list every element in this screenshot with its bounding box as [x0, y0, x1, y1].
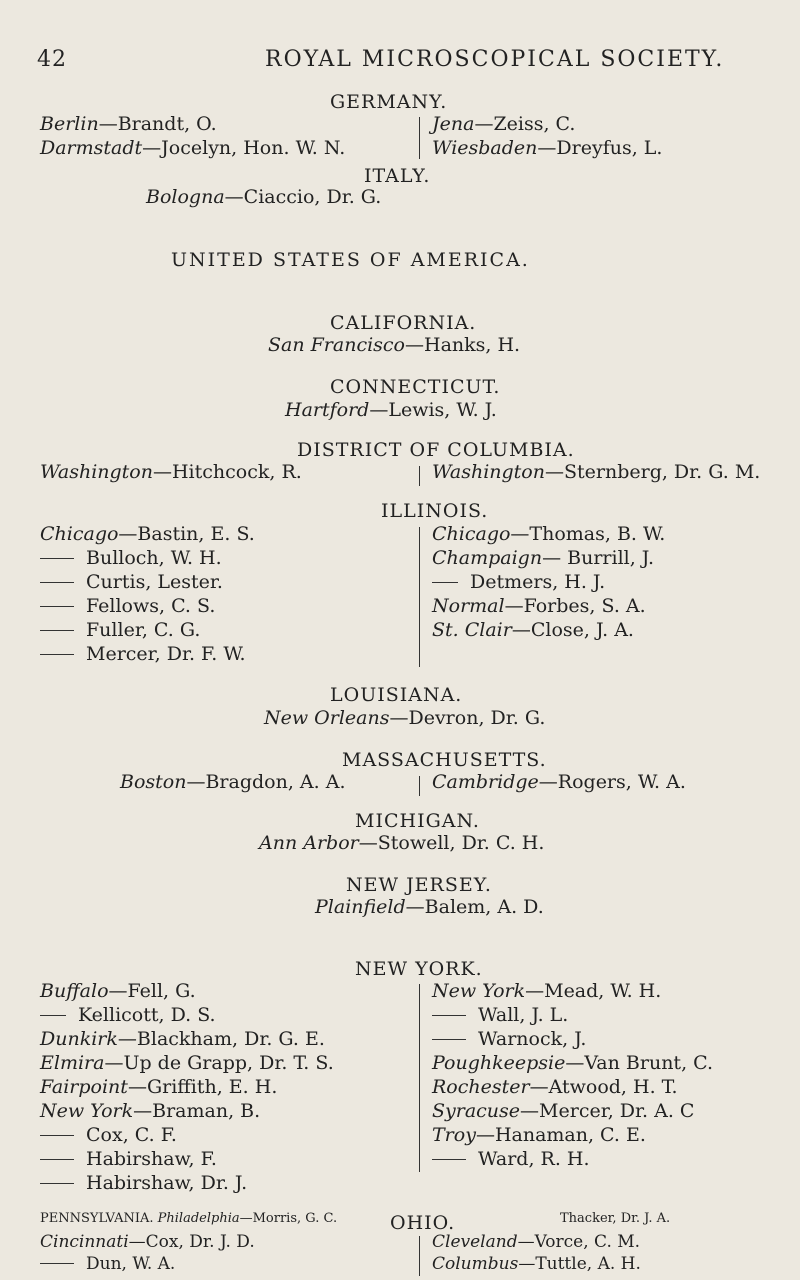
entry: Buffalo—Fell, G.	[40, 980, 196, 1002]
section-heading-massachusetts: MASSACHUSETTS.	[342, 749, 547, 771]
entry	[432, 1234, 640, 1251]
entry-name: Thacker, Dr. J. A.	[560, 1211, 671, 1226]
section-heading-pennsylvania: PENNSYLVANIA.	[40, 1211, 154, 1226]
entry-place: Cincinnati	[40, 1232, 129, 1252]
entry: Bologna—Ciaccio, Dr. G.	[146, 186, 382, 208]
ditto-dash	[40, 606, 74, 607]
entry	[40, 1234, 255, 1251]
entry: Elmira—Up de Grapp, Dr. T. S.	[40, 1052, 334, 1074]
entry-name: —Tuttle, A. H.	[518, 1254, 641, 1274]
entry: Detmers, H. J.	[432, 573, 605, 592]
column-rule	[419, 466, 420, 486]
entry: Plainfield—Balem, A. D.	[315, 896, 544, 918]
entry: Kellicott, D. S.	[40, 1006, 216, 1025]
entry-place: Columbus	[432, 1254, 519, 1274]
page-number: 42	[37, 47, 67, 72]
ditto-dash	[432, 1159, 466, 1160]
entry: Ward, R. H.	[432, 1150, 590, 1169]
entry: Curtis, Lester.	[40, 573, 223, 592]
entry: Washington—Hitchcock, R.	[40, 461, 302, 483]
section-heading-connecticut: CONNECTICUT.	[330, 376, 501, 398]
column-rule	[419, 527, 420, 667]
entry: Darmstadt—Jocelyn, Hon. W. N.	[40, 137, 346, 159]
entry: Cambridge—Rogers, W. A.	[432, 771, 686, 793]
entry: Habirshaw, Dr. J.	[40, 1174, 247, 1193]
ditto-dash	[40, 1263, 74, 1264]
entry-name: —Morris, G. C.	[239, 1211, 338, 1226]
ditto-dash	[432, 582, 458, 583]
section-heading-italy: ITALY.	[364, 165, 431, 187]
ditto-dash	[40, 1159, 74, 1160]
section-heading-usa: UNITED STATES OF AMERICA.	[171, 249, 530, 271]
ditto-dash	[40, 582, 74, 583]
section-heading-dc: DISTRICT OF COLUMBIA.	[297, 439, 575, 461]
ditto-dash	[40, 558, 74, 559]
running-title: ROYAL MICROSCOPICAL SOCIETY.	[265, 47, 725, 72]
entry: Normal—Forbes, S. A.	[432, 595, 646, 617]
entry: Mercer, Dr. F. W.	[40, 645, 246, 664]
entry: Habirshaw, F.	[40, 1150, 217, 1169]
entry: Troy—Hanaman, C. E.	[432, 1124, 646, 1146]
section-heading-louisiana: LOUISIANA.	[330, 684, 463, 706]
entry: Poughkeepsie—Van Brunt, C.	[432, 1052, 714, 1074]
column-rule	[419, 117, 420, 159]
entry: Wiesbaden—Dreyfus, L.	[432, 137, 663, 159]
entry: Warnock, J.	[432, 1030, 586, 1049]
column-rule	[419, 984, 420, 1172]
entry-place: Philadelphia	[157, 1211, 240, 1226]
entry: Dunkirk—Blackham, Dr. G. E.	[40, 1028, 325, 1050]
ditto-dash	[432, 1039, 466, 1040]
entry: Fellows, C. S.	[40, 597, 215, 616]
entry: Boston—Bragdon, A. A.	[120, 771, 346, 793]
entry	[432, 1256, 641, 1273]
continuation-note	[560, 1212, 670, 1225]
entry: Chicago—Bastin, E. S.	[40, 523, 255, 545]
entry: Cox, C. F.	[40, 1126, 177, 1145]
entry: Bulloch, W. H.	[40, 549, 222, 568]
section-heading-michigan: MICHIGAN.	[355, 810, 480, 832]
entry: Champaign— Burrill, J.	[432, 547, 654, 569]
entry-place: Cleveland	[432, 1232, 518, 1252]
entry: Washington—Sternberg, Dr. G. M.	[432, 461, 761, 483]
section-heading-new-york: NEW YORK.	[355, 958, 483, 980]
column-rule	[419, 1236, 420, 1276]
entry: Ann Arbor—Stowell, Dr. C. H.	[259, 832, 545, 854]
ditto-dash	[40, 1183, 74, 1184]
entry-name: —Cox, Dr. J. D.	[128, 1232, 255, 1252]
entry: Berlin—Brandt, O.	[40, 113, 217, 135]
pennsylvania-block	[40, 1212, 337, 1225]
entry: New York—Mead, W. H.	[432, 980, 662, 1002]
entry: New Orleans—Devron, Dr. G.	[264, 707, 546, 729]
section-heading-ohio: OHIO.	[390, 1212, 456, 1234]
entry: Chicago—Thomas, B. W.	[432, 523, 666, 545]
section-heading-california: CALIFORNIA.	[330, 312, 477, 334]
section-heading-illinois: ILLINOIS.	[381, 500, 489, 522]
ditto-dash	[40, 654, 74, 655]
entry: St. Clair—Close, J. A.	[432, 619, 634, 641]
entry: Wall, J. L.	[432, 1006, 568, 1025]
entry: Fairpoint—Griffith, E. H.	[40, 1076, 278, 1098]
ditto-dash	[40, 1015, 66, 1016]
entry	[40, 1256, 175, 1273]
section-heading-germany: GERMANY.	[330, 91, 448, 113]
entry: Jena—Zeiss, C.	[432, 113, 576, 135]
entry-name: —Vorce, C. M.	[517, 1232, 641, 1252]
entry: Hartford—Lewis, W. J.	[285, 399, 497, 421]
entry: New York—Braman, B.	[40, 1100, 261, 1122]
entry: Rochester—Atwood, H. T.	[432, 1076, 678, 1098]
ditto-dash	[40, 630, 74, 631]
ditto-dash	[432, 1015, 466, 1016]
entry-name: Dun, W. A.	[86, 1254, 176, 1274]
entry: Syracuse—Mercer, Dr. A. C	[432, 1100, 695, 1122]
column-rule	[419, 776, 420, 796]
entry: San Francisco—Hanks, H.	[268, 334, 521, 356]
section-heading-new-jersey: NEW JERSEY.	[346, 874, 492, 896]
entry: Fuller, C. G.	[40, 621, 200, 640]
ditto-dash	[40, 1135, 74, 1136]
